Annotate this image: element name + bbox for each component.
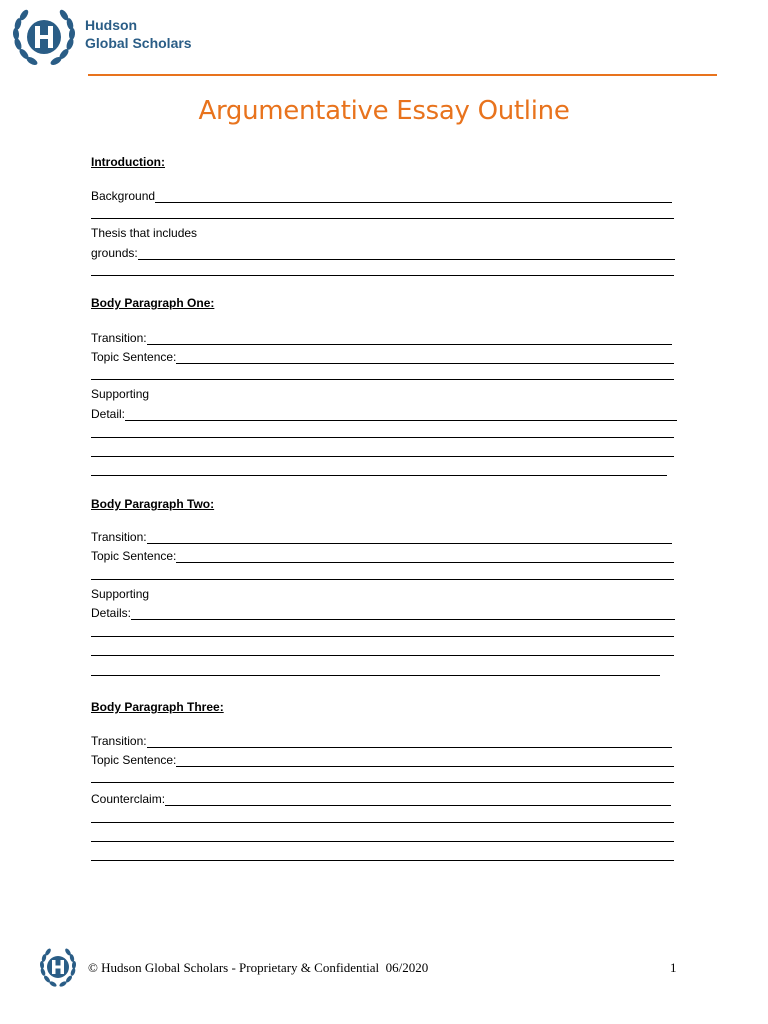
details-label: Details: [91, 606, 132, 620]
background-row[interactable] [91, 187, 672, 203]
blank-line[interactable] [91, 841, 674, 842]
body-one-transition-row[interactable] [91, 329, 672, 345]
body-three-heading: Body Paragraph Three: [91, 700, 224, 714]
blank-line[interactable] [91, 655, 674, 656]
transition-label: Transition: [91, 734, 147, 748]
blank-line[interactable] [91, 456, 674, 457]
blank-line[interactable] [91, 822, 674, 823]
thesis-label: Thesis that includes [91, 226, 198, 240]
footer-copyright: © Hudson Global Scholars - Proprietary & Confidential 06/2020 [88, 960, 429, 975]
body-three-transition-row[interactable] [91, 732, 672, 748]
body-one-topic-row[interactable] [91, 348, 674, 364]
body-two-details-row[interactable] [91, 604, 675, 620]
page-number: 1 [670, 960, 677, 975]
blank-line[interactable] [91, 675, 660, 676]
hudson-logo-icon [10, 4, 78, 70]
blank-line[interactable] [91, 475, 667, 476]
blank-line[interactable] [91, 860, 674, 861]
body-two-transition-row[interactable] [91, 528, 672, 544]
footer-logo-icon [38, 946, 78, 990]
topic-sentence-field[interactable] [176, 551, 674, 563]
topic-sentence-field[interactable] [176, 755, 674, 767]
topic-sentence-field[interactable] [176, 352, 674, 364]
body-two-heading: Body Paragraph Two: [91, 497, 215, 511]
detail-label: Detail: [91, 407, 126, 421]
blank-line[interactable] [91, 782, 674, 783]
details-field[interactable] [131, 608, 675, 620]
transition-field[interactable] [147, 736, 672, 748]
blank-line[interactable] [91, 275, 674, 276]
brand-name [85, 16, 192, 52]
detail-field[interactable] [125, 409, 677, 421]
body-one-detail-row[interactable] [91, 405, 677, 421]
page-title: Argumentative Essay Outline [198, 96, 570, 126]
thesis-row[interactable] [91, 244, 675, 260]
topic-sentence-label: Topic Sentence: [91, 753, 177, 767]
blank-line[interactable] [91, 218, 674, 219]
transition-field[interactable] [147, 333, 672, 345]
body-two-topic-row[interactable] [91, 547, 674, 563]
brand-line-1: Hudson [85, 17, 138, 33]
background-field[interactable] [155, 191, 672, 203]
body-three-topic-row[interactable] [91, 751, 674, 767]
body-one-heading: Body Paragraph One: [91, 296, 215, 310]
supporting-label: Supporting [91, 387, 150, 401]
transition-label: Transition: [91, 331, 147, 345]
topic-sentence-label: Topic Sentence: [91, 549, 177, 563]
counterclaim-field[interactable] [165, 794, 671, 806]
background-label: Background [91, 189, 156, 203]
supporting-label: Supporting [91, 587, 150, 601]
counterclaim-row[interactable] [91, 790, 671, 806]
transition-label: Transition: [91, 530, 147, 544]
blank-line[interactable] [91, 579, 674, 580]
brand-line-2: Global Scholars [85, 35, 192, 51]
counterclaim-label: Counterclaim: [91, 792, 166, 806]
blank-line[interactable] [91, 636, 674, 637]
topic-sentence-label: Topic Sentence: [91, 350, 177, 364]
blank-line[interactable] [91, 379, 674, 380]
thesis-label-2: grounds: [91, 246, 138, 260]
thesis-field[interactable] [138, 248, 675, 260]
header-divider [88, 74, 717, 76]
introduction-heading: Introduction: [91, 155, 165, 169]
blank-line[interactable] [91, 437, 674, 438]
transition-field[interactable] [147, 532, 672, 544]
